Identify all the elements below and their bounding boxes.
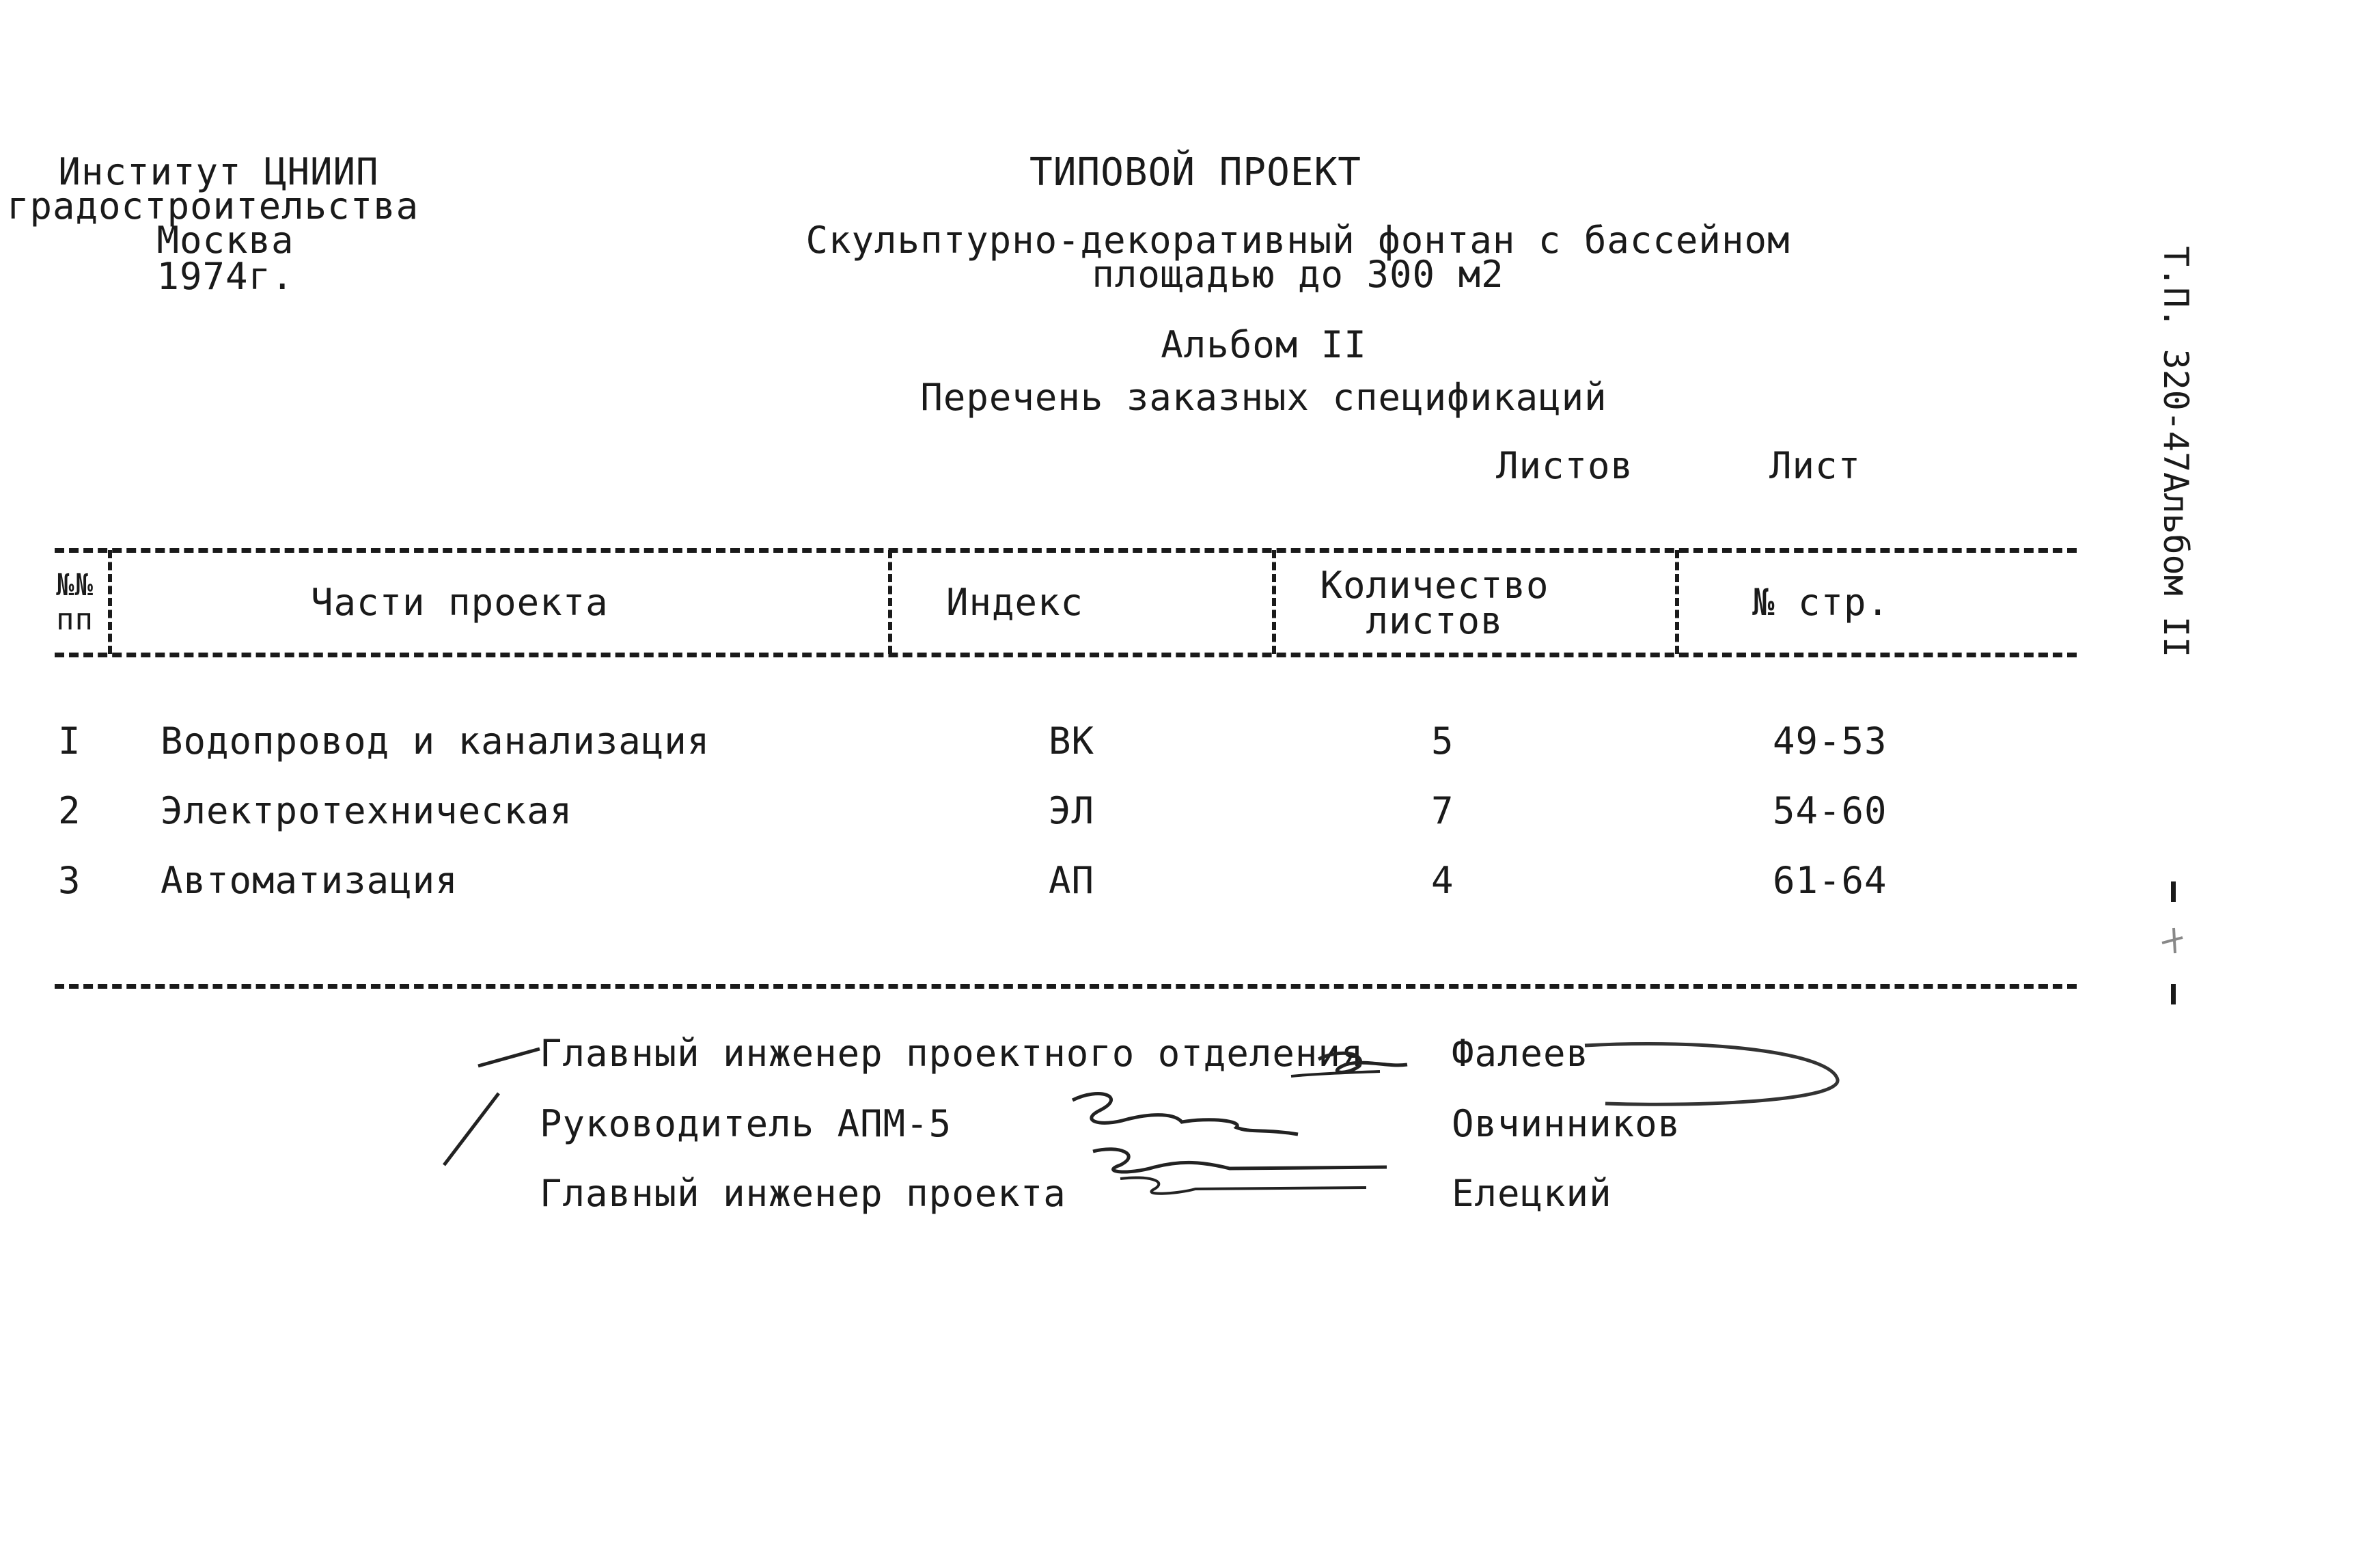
row-3-num: 3 bbox=[58, 859, 81, 902]
row-2-index: ЭЛ bbox=[1049, 789, 1095, 832]
signature-scribble-2 bbox=[444, 1080, 1435, 1230]
institute-name: Институт ЦНИИП bbox=[58, 150, 379, 193]
row-2-num: 2 bbox=[58, 789, 81, 832]
side-stamp: Т.П. 320-47Альбом II bbox=[2156, 246, 2196, 658]
row-3-part: Автоматизация bbox=[161, 859, 458, 902]
institute-year: 1974г. bbox=[156, 255, 294, 298]
col-divider-2 bbox=[888, 550, 892, 654]
table-header-bottom-border bbox=[55, 653, 2077, 657]
signature-role-3: Главный инженер проекта bbox=[540, 1172, 1066, 1215]
project-title-line2: площадью до 300 м2 bbox=[1092, 253, 1504, 296]
row-1-num: I bbox=[58, 720, 81, 763]
row-2-count: 7 bbox=[1431, 789, 1454, 832]
project-title: Скульптурно-декоративный фонтан с бассейном bbox=[805, 219, 1790, 262]
project-type: ТИПОВОЙ ПРОЕКТ bbox=[1029, 150, 1361, 195]
signature-name-1: Фалеев bbox=[1452, 1032, 1590, 1075]
page-number-glyph bbox=[2159, 922, 2186, 957]
list-title: Перечень заказных спецификаций bbox=[920, 376, 1607, 419]
header-parts: Части проекта bbox=[311, 581, 609, 624]
signature-name-2: Овчинников bbox=[1452, 1102, 1681, 1145]
col-divider-4 bbox=[1675, 550, 1679, 654]
header-count-sub: листов bbox=[1366, 599, 1504, 642]
row-1-pages: 49-53 bbox=[1773, 720, 1887, 763]
table-bottom-border bbox=[55, 984, 2077, 989]
col-divider-3 bbox=[1272, 550, 1276, 654]
row-1-part: Водопровод и канализация bbox=[161, 720, 710, 763]
sheet-number-label: Лист bbox=[1769, 444, 1862, 487]
row-3-index: АП bbox=[1049, 859, 1095, 902]
header-count: Количество bbox=[1320, 564, 1549, 607]
album-title: Альбом II bbox=[1161, 323, 1367, 366]
row-3-pages: 61-64 bbox=[1773, 859, 1887, 902]
row-3-count: 4 bbox=[1431, 859, 1454, 902]
row-1-index: ВК bbox=[1049, 720, 1095, 763]
header-pages: № стр. bbox=[1752, 581, 1890, 624]
row-1-count: 5 bbox=[1431, 720, 1454, 763]
row-2-pages: 54-60 bbox=[1773, 789, 1887, 832]
table-top-border bbox=[55, 548, 2077, 553]
col-divider-1 bbox=[108, 550, 112, 654]
institute-city: Москва bbox=[156, 219, 294, 262]
signature-role-2: Руководитель АПМ-5 bbox=[540, 1102, 952, 1145]
row-2-part: Электротехническая bbox=[161, 789, 573, 832]
institute-department: градостроительства bbox=[7, 184, 419, 228]
sheets-count-label: Листов bbox=[1496, 444, 1634, 487]
header-num-sub: пп bbox=[56, 602, 94, 637]
page-mark-bottom bbox=[2171, 984, 2176, 1004]
page-mark-top bbox=[2171, 881, 2176, 902]
header-index: Индекс bbox=[946, 581, 1084, 624]
signature-name-3: Елецкий bbox=[1452, 1172, 1612, 1215]
signature-role-1: Главный инженер проектного отделения bbox=[540, 1032, 1364, 1075]
header-num: №№ bbox=[56, 568, 94, 603]
